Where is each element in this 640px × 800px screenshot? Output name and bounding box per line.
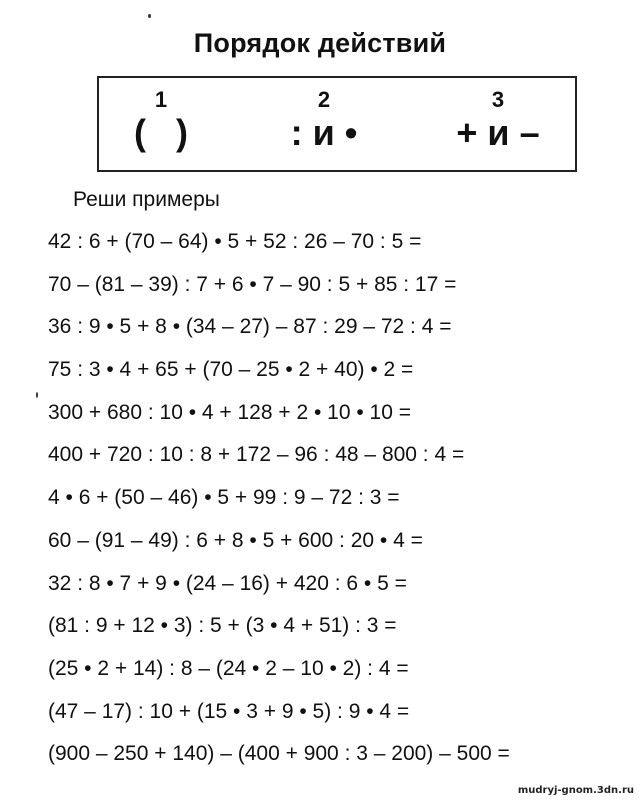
page-title: Порядок действий: [193, 28, 447, 58]
example-item: 75 : 3 • 4 + 65 + (70 – 25 • 2 + 40) • 2 =: [48, 358, 414, 382]
examples-list: [48, 228, 510, 783]
watermark: mudryj-gnom.3dn.ru: [517, 785, 634, 796]
example-item: 300 + 680 : 10 • 4 + 128 + 2 • 10 • 10 =: [48, 400, 412, 424]
example-item: 4 • 6 + (50 – 46) • 5 + 99 : 9 – 72 : 3 =: [48, 486, 400, 510]
order-step-1: [101, 88, 221, 154]
step-operations: ( ): [134, 112, 188, 153]
example-item: 32 : 8 • 7 + 9 • (24 – 16) + 420 : 6 • 5 =: [48, 571, 407, 595]
step-number: 2: [317, 87, 331, 112]
step-number: 1: [154, 87, 168, 112]
step-operations: + и –: [456, 112, 540, 153]
example-item: 70 – (81 – 39) : 7 + 6 • 7 – 90 : 5 + 85 : 17 =: [48, 272, 457, 296]
scan-speck: [36, 392, 38, 398]
example-item: 36 : 9 • 5 + 8 • (34 – 27) – 87 : 29 – 72 : 4 =: [48, 315, 452, 339]
example-item: (47 – 17) : 10 + (15 • 3 + 9 • 5) : 9 • 4 =: [48, 699, 410, 723]
order-of-operations-box: [97, 76, 577, 172]
scan-speck: [148, 14, 151, 18]
task-instruction: Реши примеры: [73, 188, 220, 211]
example-item: (25 • 2 + 14) : 8 – (24 • 2 – 10 • 2) : 4 =: [48, 656, 409, 680]
step-operations: : и •: [290, 112, 358, 153]
example-item: (81 : 9 + 12 • 3) : 5 + (3 • 4 + 51) : 3 =: [48, 614, 397, 638]
order-step-2: [264, 88, 384, 154]
step-number: 3: [491, 87, 505, 112]
example-item: (900 – 250 + 140) – (400 + 900 : 3 – 200) – 500 =: [48, 742, 510, 766]
example-item: 400 + 720 : 10 : 8 + 172 – 96 : 48 – 800 : 4 =: [48, 443, 465, 467]
order-step-3: [438, 88, 558, 154]
example-item: 42 : 6 + (70 – 64) • 5 + 52 : 26 – 70 : 5 =: [48, 230, 422, 253]
example-item: 60 – (91 – 49) : 6 + 8 • 5 + 600 : 20 • 4 =: [48, 528, 423, 552]
